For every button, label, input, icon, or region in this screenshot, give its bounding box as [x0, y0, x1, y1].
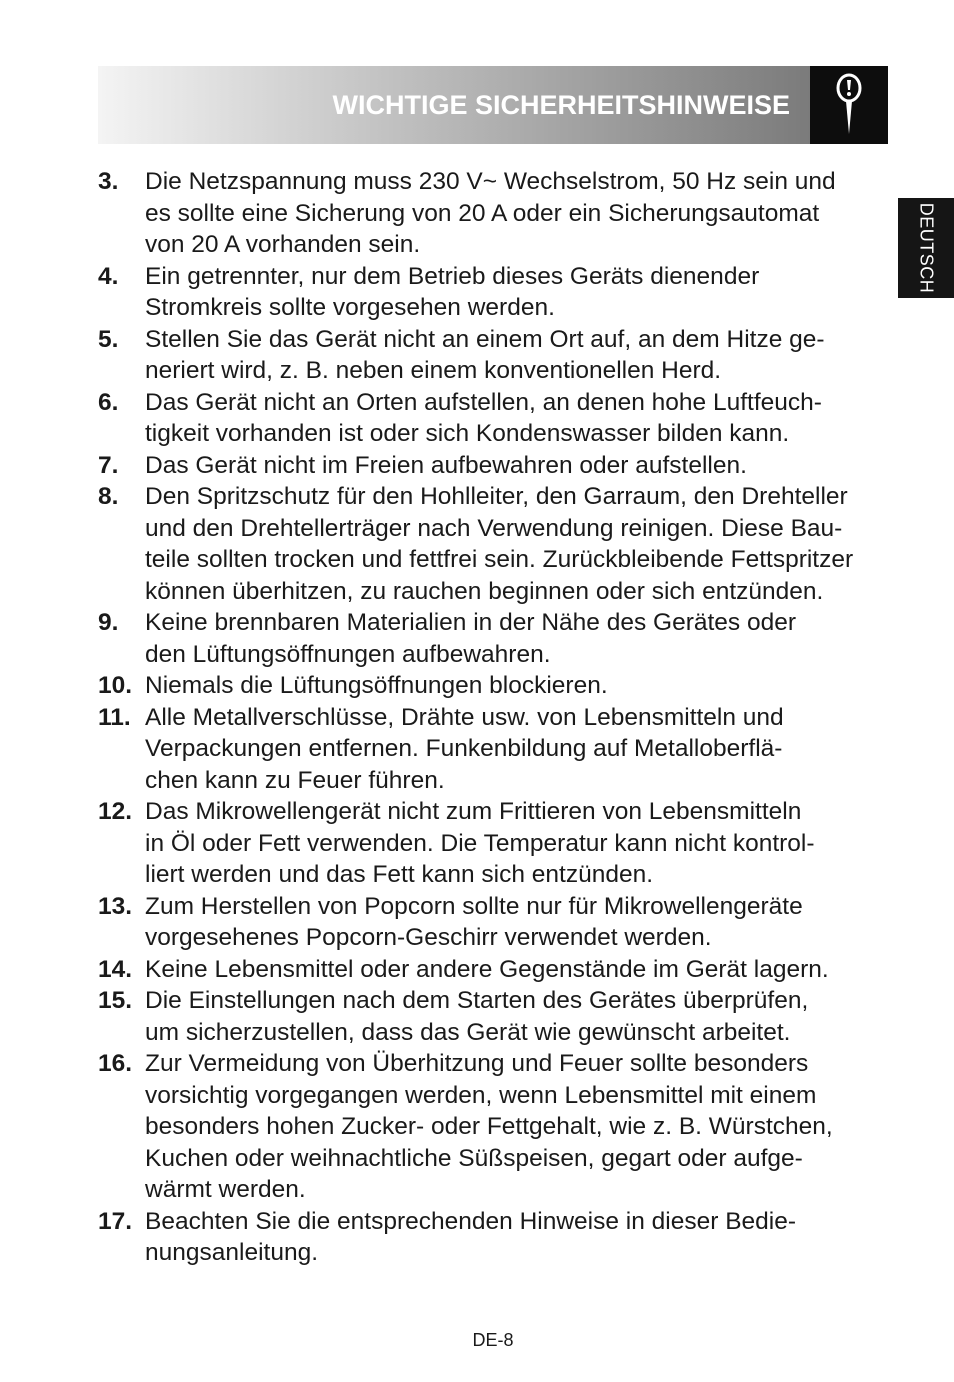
item-number: 5. — [98, 325, 119, 353]
item-text: Keine brennbaren Materialien in der Nähe des Gerätes oder den Lüftungsöffnungen aufbewahren. — [145, 609, 797, 668]
warning-exclamation-icon — [834, 72, 864, 138]
list-item — [98, 670, 888, 702]
list-item — [98, 481, 888, 607]
list-item — [98, 891, 888, 954]
item-number: 7. — [98, 451, 119, 479]
list-item — [98, 166, 888, 261]
item-number: 9. — [98, 609, 119, 636]
item-number: 16. — [98, 1050, 133, 1077]
item-number: 3. — [98, 168, 119, 195]
list-item — [98, 1048, 888, 1206]
page-number: DE-8 — [472, 1330, 514, 1350]
item-text: Das Gerät nicht an Orten aufstellen, an denen hohe Luftfeuch- tigkeit vorhanden ist oder sich Kondenswasser bilden kann. — [145, 388, 822, 447]
item-number: 12. — [98, 798, 133, 825]
item-text: Beachten Sie die entsprechenden Hinweise in dieser Bedie- nungsanleitung. — [145, 1207, 797, 1266]
safety-instructions-list — [98, 166, 888, 1269]
item-number: 13. — [98, 892, 133, 920]
item-number: 10. — [98, 672, 133, 699]
item-number: 17. — [98, 1207, 133, 1235]
section-title: WICHTIGE SICHERHEITSHINWEISE — [332, 90, 790, 120]
item-text: Das Gerät nicht im Freien aufbewahren oder aufstellen. — [145, 451, 747, 479]
item-text: Die Einstellungen nach dem Starten des Gerätes überprüfen, um sicherzustellen, dass das Gerät wie gewünscht arbeitet. — [145, 987, 809, 1046]
item-number: 4. — [98, 262, 119, 290]
item-number: 14. — [98, 955, 133, 983]
item-text: Die Netzspannung muss 230 V~ Wechselstrom, 50 Hz sein und es sollte eine Sicherung von 20 A oder ein Sicherungsautomat von 20 A vorhanden sein. — [145, 168, 836, 258]
list-item — [98, 450, 888, 482]
list-item — [98, 796, 888, 891]
item-number: 8. — [98, 483, 119, 510]
language-tab — [898, 198, 954, 298]
list-item — [98, 985, 888, 1048]
item-text: Stellen Sie das Gerät nicht an einem Ort auf, an dem Hitze ge- neriert wird, z. B. neben einem konventionellen Herd. — [145, 325, 825, 384]
item-text: Alle Metallverschlüsse, Drähte usw. von Lebensmitteln und Verpackungen entfernen. Funkenbildung auf Metalloberflä- chen kann zu Feuer führen. — [145, 703, 784, 794]
item-number: 6. — [98, 388, 119, 416]
list-item — [98, 387, 888, 450]
item-text: Ein getrennter, nur dem Betrieb dieses Geräts dienender Stromkreis sollte vorgesehen werden. — [145, 262, 760, 321]
list-item — [98, 261, 888, 324]
item-text: Den Spritzschutz für den Hohlleiter, den Garraum, den Drehteller und den Drehtellerträger nach Verwendung reinigen. Diese Bau- teile sollten trocken und fettfrei sein. Zurückbleibende Fettspritzer können überhitzen, zu rauchen beginnen oder sich entzünden. — [145, 483, 854, 605]
list-item — [98, 324, 888, 387]
item-text: Keine Lebensmittel oder andere Gegenstände im Gerät lagern. — [145, 955, 829, 983]
section-header — [98, 66, 888, 144]
language-tab-label: DEUTSCH — [916, 202, 937, 294]
item-text: Zum Herstellen von Popcorn sollte nur für Mikrowellengeräte vorgesehenes Popcorn-Geschirr verwendet werden. — [145, 892, 803, 951]
warning-icon-box — [810, 66, 888, 144]
item-text: Niemals die Lüftungsöffnungen blockieren. — [145, 672, 608, 699]
list-item — [98, 702, 888, 797]
item-number: 15. — [98, 987, 133, 1014]
list-item — [98, 1206, 888, 1269]
list-item — [98, 954, 888, 986]
item-text: Das Mikrowellengerät nicht zum Frittieren von Lebensmitteln in Öl oder Fett verwenden. Die Temperatur kann nicht kontrol- liert werden und das Fett kann sich entzünden. — [145, 798, 815, 888]
list-item — [98, 607, 888, 670]
item-number: 11. — [98, 703, 131, 731]
item-text: Zur Vermeidung von Überhitzung und Feuer sollte besonders vorsichtig vorgegangen werden, wenn Lebensmittel mit einem besonders hohen Zucker- oder Fettgehalt, wie z. B. Würstchen, Kuchen oder weihnachtliche Süßspeisen, gegart oder aufge- wärmt werden. — [145, 1050, 833, 1203]
